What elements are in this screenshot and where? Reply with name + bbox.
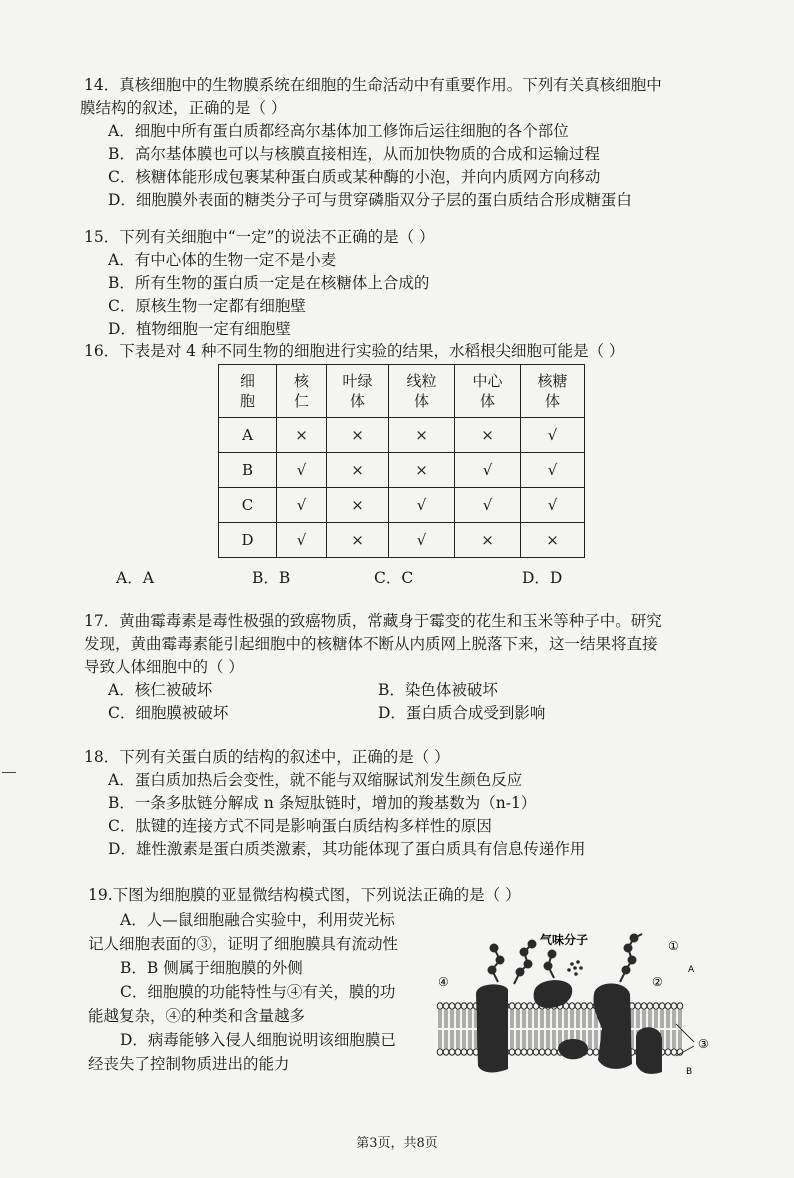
q16-stem: 16．下表是对 4 种不同生物的细胞进行实验的结果，水稻根尖细胞可能是（ ） [84, 342, 625, 360]
phospholipid-head [515, 1049, 521, 1055]
q15-option-a: A．有中心体的生物一定不是小麦 [108, 251, 337, 269]
side-b-label: B [686, 1067, 693, 1077]
phospholipid-head [575, 1003, 581, 1009]
table-cell: √ [521, 488, 585, 523]
table-cell: √ [455, 453, 521, 488]
question-14 [80, 74, 724, 212]
phospholipid-head [467, 1049, 473, 1055]
label-2: ② [652, 975, 663, 989]
table-cell: D [219, 523, 277, 558]
table-cell: × [455, 418, 521, 453]
phospholipid-tail [463, 1010, 465, 1048]
phospholipid-tail [541, 1010, 543, 1048]
phospholipid-head [647, 1003, 653, 1009]
phospholipid-head [443, 1049, 449, 1055]
question-15 [84, 226, 724, 341]
q19-option-c-line2: 能越复杂，④的种类和含量越多 [88, 1007, 306, 1025]
phospholipid-head [641, 1003, 647, 1009]
table-cell: √ [277, 523, 327, 558]
phospholipid-head [587, 1003, 593, 1009]
q17-stem-line3: 导致人体细胞中的（ ） [84, 658, 244, 676]
phospholipid-tail [523, 1010, 525, 1048]
cell-structure-table [218, 364, 585, 558]
question-19-options [88, 908, 448, 1076]
table-cell: A [219, 418, 277, 453]
q19-option-a-line2: 记人细胞表面的③，证明了细胞膜具有流动性 [88, 935, 399, 953]
question-16 [84, 340, 724, 363]
odor-molecules [567, 960, 583, 976]
phospholipid-head [521, 1049, 527, 1055]
q17-options-row1 [108, 679, 724, 702]
phospholipid-tail [511, 1010, 513, 1048]
label-1: ① [668, 939, 679, 953]
phospholipid-head [671, 1003, 677, 1009]
table-cell: √ [277, 488, 327, 523]
side-a-label: A [688, 965, 695, 975]
phospholipid-tail [553, 1010, 555, 1048]
phospholipid-head [653, 1003, 659, 1009]
table-cell: × [455, 523, 521, 558]
table-cell: √ [389, 523, 455, 558]
question-17 [84, 610, 724, 725]
phospholipid-tail [457, 1010, 459, 1048]
phospholipid-tail [517, 1010, 519, 1048]
q19-option-d-line1: D．病毒能够入侵人细胞说明该细胞膜已 [120, 1031, 396, 1049]
table-header: 核 仁 [277, 365, 327, 418]
question-19-stem [88, 884, 728, 907]
q19-option-a-line1: A．人—鼠细胞融合实验中，利用荧光标 [120, 911, 395, 929]
q16-option-a: A．A [116, 569, 154, 587]
phospholipid-head [551, 1049, 557, 1055]
phospholipid-head [437, 1003, 443, 1009]
page-footer: 第3页，共8页 [356, 1136, 438, 1151]
table-header-row [219, 365, 585, 418]
table-cell: B [219, 453, 277, 488]
table-row [219, 523, 585, 558]
phospholipid-head [515, 1003, 521, 1009]
channel-protein [593, 984, 632, 1069]
phospholipid-head [455, 1049, 461, 1055]
phospholipid-tail [469, 1010, 471, 1048]
transmembrane-protein [476, 984, 508, 1072]
phospholipid-tail [673, 1010, 675, 1048]
table-header: 细 胞 [219, 365, 277, 418]
phospholipid-tail [439, 1010, 441, 1048]
odor-molecule-label: 气味分子 [540, 933, 589, 947]
transmembrane-protein-right [636, 1027, 662, 1074]
phospholipid-head [521, 1003, 527, 1009]
table-cell: √ [521, 418, 585, 453]
phospholipid-head [545, 1049, 551, 1055]
q16-option-d: D．D [522, 569, 563, 587]
q19-option-d-line2: 经丧失了控制物质进出的能力 [88, 1055, 290, 1073]
q18-option-d: D．雄性激素是蛋白质类激素，其功能体现了蛋白质具有信息传递作用 [108, 840, 586, 858]
table-cell: √ [521, 453, 585, 488]
table-header: 中心 体 [455, 365, 521, 418]
table-header: 叶绿 体 [327, 365, 389, 418]
q14-stem-line2: 膜结构的叙述，正确的是（ ） [80, 99, 287, 117]
table-cell: C [219, 488, 277, 523]
table-cell: × [327, 488, 389, 523]
phospholipid-tail [559, 1010, 561, 1048]
table-cell: √ [455, 488, 521, 523]
table-cell: × [389, 453, 455, 488]
phospholipid-head [527, 1003, 533, 1009]
table-row [219, 418, 585, 453]
q14-option-d: D．细胞膜外表面的糖类分子可与贯穿磷脂双分子层的蛋白质结合形成糖蛋白 [108, 191, 632, 209]
cell-membrane-diagram [436, 924, 726, 1084]
question-18 [84, 746, 724, 861]
label-4: ④ [438, 975, 449, 989]
phospholipid-head [665, 1003, 671, 1009]
phospholipid-tail [589, 1010, 591, 1048]
phospholipid-head [671, 1049, 677, 1055]
phospholipid-head [449, 1003, 455, 1009]
phospholipid-head [437, 1049, 443, 1055]
table-cell: √ [277, 453, 327, 488]
phospholipid-head [665, 1049, 671, 1055]
q14-stem-line1: 14．真核细胞中的生物膜系统在细胞的生命活动中有重要作用。下列有关真核细胞中 [84, 76, 662, 94]
q18-option-c: C．肽键的连接方式不同是影响蛋白质结构多样性的原因 [108, 817, 492, 835]
q17-option-a: A．核仁被破坏 [108, 681, 213, 699]
phospholipid-tail [451, 1010, 453, 1048]
phospholipid-head [587, 1049, 593, 1055]
phospholipid-head [593, 1049, 599, 1055]
table-row [219, 488, 585, 523]
inner-protein [558, 1039, 588, 1059]
phospholipid-tail [535, 1010, 537, 1048]
table-row [219, 453, 585, 488]
phospholipid-head [467, 1003, 473, 1009]
phospholipid-head [443, 1003, 449, 1009]
q15-option-c: C．原核生物一定都有细胞壁 [108, 297, 306, 315]
q14-option-b: B．高尔基体膜也可以与核膜直接相连，从而加快物质的合成和运输过程 [108, 145, 600, 163]
q14-option-a: A．细胞中所有蛋白质都经高尔基体加工修饰后运往细胞的各个部位 [108, 122, 569, 140]
q15-option-b: B．所有生物的蛋白质一定是在核糖体上合成的 [108, 274, 430, 292]
q15-option-d: D．植物细胞一定有细胞壁 [108, 320, 291, 338]
phospholipid-tail [667, 1010, 669, 1048]
table-header: 线粒 体 [389, 365, 455, 418]
table-cell: × [327, 523, 389, 558]
table-cell: × [327, 453, 389, 488]
q16-option-b: B．B [252, 569, 291, 587]
table-cell: × [277, 418, 327, 453]
table-cell: × [521, 523, 585, 558]
q16-options [116, 566, 596, 588]
label-3: ③ [698, 1037, 709, 1051]
q17-option-c: C．细胞膜被破坏 [108, 704, 229, 722]
q15-stem: 15．下列有关细胞中“一定”的说法不正确的是（ ） [84, 228, 435, 246]
phospholipid-head [659, 1003, 665, 1009]
phospholipid-tail [445, 1010, 447, 1048]
phospholipid-tail [529, 1010, 531, 1048]
phospholipid-head [581, 1003, 587, 1009]
q17-stem-line2: 发现，黄曲霉毒素能引起细胞中的核糖体不断从内质网上脱落下来，这一结果将直接 [84, 635, 658, 653]
phospholipid-head [461, 1003, 467, 1009]
phospholipid-head [461, 1049, 467, 1055]
phospholipid-head [539, 1049, 545, 1055]
phospholipid-head [677, 1003, 683, 1009]
q17-option-d: D．蛋白质合成受到影响 [378, 704, 546, 722]
q18-option-a: A．蛋白质加热后会变性，就不能与双缩脲试剂发生颜色反应 [108, 771, 523, 789]
table-header: 核糖 体 [521, 365, 585, 418]
phospholipid-tail [547, 1010, 549, 1048]
phospholipid-head [509, 1003, 515, 1009]
q17-options-row2 [108, 702, 724, 725]
q17-option-b: B．染色体被破坏 [378, 681, 498, 699]
phospholipid-head [527, 1049, 533, 1055]
q14-option-c: C．核糖体能形成包裹某种蛋白质或某种酶的小泡，并向内质网方向移动 [108, 168, 601, 186]
phospholipid-head [455, 1003, 461, 1009]
phospholipid-head [509, 1049, 515, 1055]
peripheral-protein [534, 980, 573, 1008]
q17-stem-line1: 17．黄曲霉毒素是毒性极强的致癌物质，常藏身于霉变的花生和玉米等种子中。研究 [84, 612, 662, 630]
table-cell: × [327, 418, 389, 453]
q16-option-c: C．C [374, 569, 414, 587]
phospholipid-head [635, 1003, 641, 1009]
q19-option-b: B．B 侧属于细胞膜的外侧 [120, 959, 303, 977]
table-cell: × [389, 418, 455, 453]
margin-mark [2, 772, 16, 773]
table-cell: √ [389, 488, 455, 523]
phospholipid-head [449, 1049, 455, 1055]
q19-option-c-line1: C．细胞膜的功能特性与④有关，膜的功 [120, 983, 396, 1001]
q19-stem: 19.下图为细胞膜的亚显微结构模式图，下列说法正确的是（ ） [88, 886, 521, 904]
q18-option-b: B．一条多肽链分解成 n 条短肽链时，增加的羧基数为（n-1） [108, 794, 537, 812]
phospholipid-head [533, 1049, 539, 1055]
q18-stem: 18．下列有关蛋白质的结构的叙述中，正确的是（ ） [84, 748, 450, 766]
phospholipid-head [569, 1003, 575, 1009]
